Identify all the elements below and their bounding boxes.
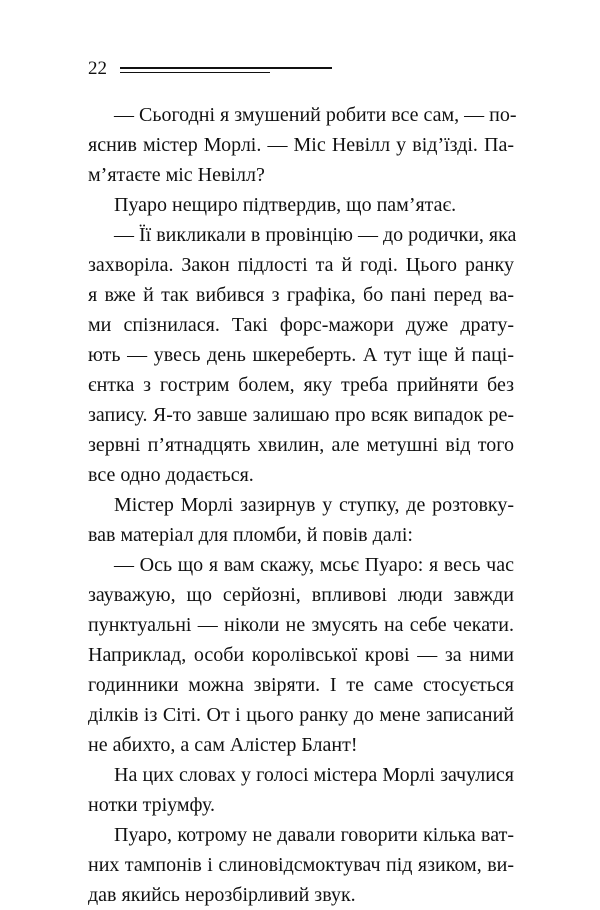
text-line: не абихто, а сам Алістер Блант!: [88, 734, 358, 756]
text-line: Містер Морлі зазирнув у ступку, де розтовку-: [114, 494, 514, 516]
paragraph: [88, 760, 514, 820]
paragraph: [88, 550, 514, 760]
text-line: захворіла. Закон підлості та й годі. Цього ранку: [88, 254, 514, 276]
text-line: Пуаро, котрому не давали говорити кілька ват-: [114, 824, 514, 846]
text-line: нотки тріумфу.: [88, 794, 215, 816]
text-line: вав матеріал для пломби, й повів далі:: [88, 524, 413, 546]
paragraph: [88, 490, 514, 550]
text-line: зауважую, що серйозні, впливові люди завжди: [88, 584, 514, 606]
text-line: зервні п’ятнадцять хвилин, але метушні від того: [88, 434, 514, 456]
header-rule-thick: [120, 67, 332, 69]
body-text: [88, 100, 517, 910]
paragraph: [88, 220, 517, 490]
text-line: яснив містер Морлі. — Міс Невілл у від’їзді. Па-: [88, 134, 514, 156]
text-line: ють — увесь день шкереберть. А тут іще й паці-: [88, 344, 514, 366]
text-line: Пуаро нещиро підтвердив, що пам’ятає.: [114, 194, 457, 216]
page-number: 22: [88, 58, 107, 79]
text-line: пунктуальні — ніколи не змусять на себе чекати.: [88, 614, 514, 636]
text-line: На цих словах у голосі містера Морлі зачулися: [114, 764, 514, 786]
text-line: запису. Я-то завше залишаю про всяк випадок ре-: [88, 404, 514, 426]
text-line: все одно додається.: [88, 464, 254, 486]
text-line: — Сьогодні я змушений робити все сам, — по-: [114, 104, 517, 126]
paragraph: [88, 820, 514, 910]
text-line: дав якийсь нерозбірливий звук.: [88, 884, 356, 906]
text-line: ділків із Сіті. От і цього ранку до мене записаний: [88, 704, 514, 726]
text-line: — Її викликали в провінцію — до родички, яка: [114, 224, 517, 246]
header-rule-thin: [120, 72, 270, 73]
text-line: я вже й так вибився з графіка, бо пані перед ва-: [88, 284, 514, 306]
page-header: [88, 58, 348, 82]
text-line: — Ось що я вам скажу, мсьє Пуаро: я весь час: [114, 554, 514, 576]
text-line: ми спізнилася. Такі форс-мажори дуже драту-: [88, 314, 514, 336]
text-line: Наприклад, особи королівської крові — за ними: [88, 644, 514, 666]
text-line: єнтка з гострим болем, яку треба прийняти без: [88, 374, 514, 396]
text-line: м’ятаєте міс Невілл?: [88, 164, 265, 186]
text-line: годинники можна звіряти. І те саме стосується: [88, 674, 514, 696]
paragraph: [88, 190, 514, 220]
text-line: них тампонів і слиновідсмоктувач під язиком, ви-: [88, 854, 514, 876]
paragraph: [88, 100, 517, 190]
